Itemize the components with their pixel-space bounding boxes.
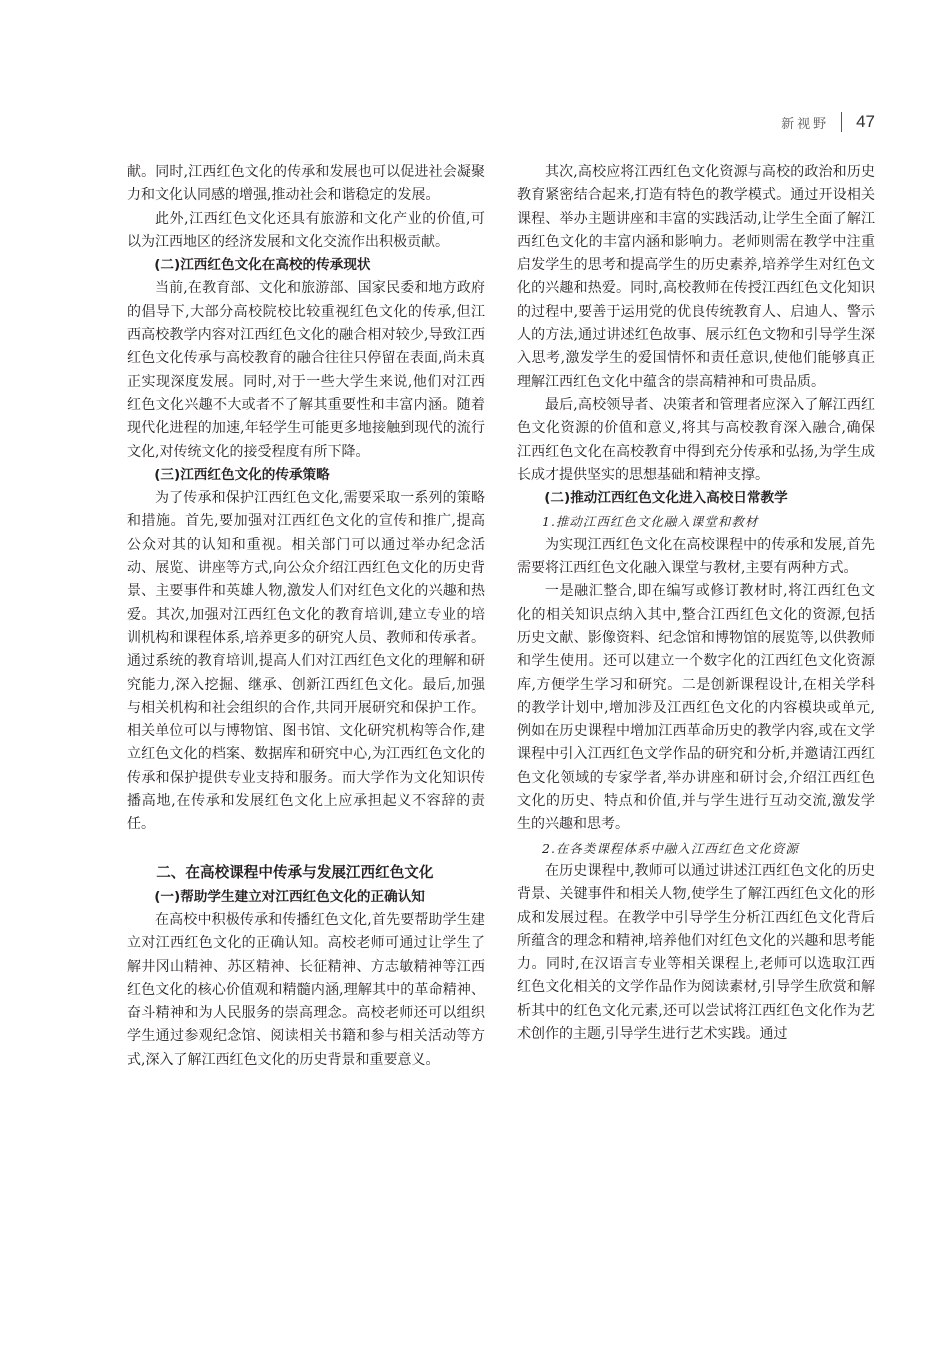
right-column xyxy=(517,161,875,1046)
journal-name: 新视野 xyxy=(781,116,830,132)
paragraph: 一是融汇整合,即在编写或修订教材时,将江西红色文化的相关知识点纳入其中,整合江西红色文化的资源,包括历史文献、影像资料、纪念馆和博物馆的展览等,以供教师和学生使用。还可以建立一个数字化的江西红色文化资源库,方便学生学习和研究。二是创新课程设计,在相关学科的教学计划中,增加涉及江西红色文化的内容模块或单元,例如在历史课程中增加江西革命历史的教学内容,或在文学课程中引入江西红色文学作品的研究和分析,并邀请江西红色文化领域的专家学者,举办讲座和研讨会,介绍江西红色文化的历史、特点和价值,并与学生进行互动交流,激发学生的兴趣和思考。 xyxy=(517,583,875,833)
paragraph: 在高校中积极传承和传播红色文化,首先要帮助学生建立对江西红色文化的正确认知。高校老师可通过让学生了解井冈山精神、苏区精神、长征精神、方志敏精神等江西红色文化的核心价值观和精髓内涵,理解其中的革命精神、奋斗精神和为人民服务的崇高理念。高校老师还可以组织学生通过参观纪念馆、阅读相关书籍和参与相关活动等方式,深入了解江西红色文化的历史背景和重要意义。 xyxy=(127,911,485,1068)
paragraph: 为实现江西红色文化在高校课程中的传承和发展,首先需要将江西红色文化融入课堂与教材,主要有两种方式。 xyxy=(517,536,875,577)
paragraph: 在历史课程中,教师可以通过讲述江西红色文化的历史背景、关键事件和相关人物,使学生了解江西红色文化的形成和发展过程。在教学中引导学生分析江西红色文化背后所蕴含的理念和精神,培养他们对红色文化的兴趣和思考能力。同时,在汉语言专业等相关课程上,老师可以选取江西红色文化相关的文学作品作为阅读素材,引导学生欣赏和解析其中的红色文化元素,还可以尝试将江西红色文化作为艺术创作的主题,引导学生进行艺术实践。通过 xyxy=(517,862,875,1042)
subsection-heading: (二)江西红色文化在高校的传承现状 xyxy=(154,257,371,274)
paragraph: 为了传承和保护江西红色文化,需要采取一系列的策略和措施。首先,要加强对江西红色文化的宣传和推广,提高公众对其的认知和重视。相关部门可以通过举办纪念活动、展览、讲座等方式,向公众介绍江西红色文化的历史背景、主要事件和英雄人物,激发人们对红色文化的兴趣和热爱。其次,加强对江西红色文化的教育培训,建立专业的培训机构和课程体系,培养更多的研究人员、教师和传承者。通过系统的教育培训,提高人们对江西红色文化的理解和研究能力,深入挖掘、继承、创新江西红色文化。最后,加强与相关机构和社会组织的合作,共同开展研究和保护工作。相关单位可以与博物馆、图书馆、文化研究机构等合作,建立红色文化的档案、数据库和研究中心,为江西红色文化的传承和保护提供专业支持和服务。而大学作为文化知识传播高地,在传承和发展红色文化上应承担起义不容辞的责任。 xyxy=(127,490,485,833)
subsection-heading: (二)推动江西红色文化进入高校日常教学 xyxy=(544,490,788,507)
subsection-heading: (三)江西红色文化的传承策略 xyxy=(154,466,330,483)
paragraph: 此外,江西红色文化还具有旅游和文化产业的价值,可以为江西地区的经济发展和文化交流作出积极贡献。 xyxy=(127,210,485,250)
paragraph: 献。同时,江西红色文化的传承和发展也可以促进社会凝聚力和文化认同感的增强,推动社会和谐稳定的发展。 xyxy=(127,164,485,204)
sub-subsection-heading: 1.推动江西红色文化融入课堂和教材 xyxy=(542,514,759,530)
running-header xyxy=(781,112,875,132)
paragraph: 当前,在教育部、文化和旅游部、国家民委和地方政府的倡导下,大部分高校院校比较重视红色文化的传承,但江西高校教学内容对江西红色文化的融合相对较少,导致江西红色文化传承与高校教育的融合往往只停留在表面,尚未真正实现深度发展。同时,对于一些大学生来说,他们对江西红色文化兴趣不大或者不了解其重要性和丰富内涵。随着现代化进程的加速,年轻学生可能更多地接触到现代的流行文化,对传统文化的接受程度有所下降。 xyxy=(127,280,485,460)
left-column xyxy=(127,161,485,1072)
paragraph: 其次,高校应将江西红色文化资源与高校的政治和历史教育紧密结合起来,打造有特色的教学模式。通过开设相关课程、举办主题讲座和丰富的实践活动,让学生全面了解江西红色文化的丰富内涵和影响力。老师则需在教学中注重启发学生的思考和提高学生的历史素养,培养学生对红色文化的兴趣和热爱。同时,高校教师在传授江西红色文化知识的过程中,要善于运用党的优良传统教育人、启迪人、警示人的方法,通过讲述红色故事、展示红色文物和引导学生深入思考,激发学生的爱国情怀和责任意识,使他们能够真正理解江西红色文化中蕴含的崇高精神和可贵品质。 xyxy=(517,164,875,390)
header-divider xyxy=(841,112,842,132)
sub-subsection-heading: 2.在各类课程体系中融入江西红色文化资源 xyxy=(542,840,799,856)
paragraph: 最后,高校领导者、决策者和管理者应深入了解江西红色文化资源的价值和意义,将其与高校教育深入融合,确保江西红色文化在高校教育中得到充分传承和弘扬,为学生成长成才提供坚实的思想基础和精神支撑。 xyxy=(517,396,875,483)
section-heading: 二、在高校课程中传承与发展江西红色文化 xyxy=(156,863,434,881)
page-number: 47 xyxy=(856,112,875,131)
subsection-heading: (一)帮助学生建立对江西红色文化的正确认知 xyxy=(154,888,425,905)
